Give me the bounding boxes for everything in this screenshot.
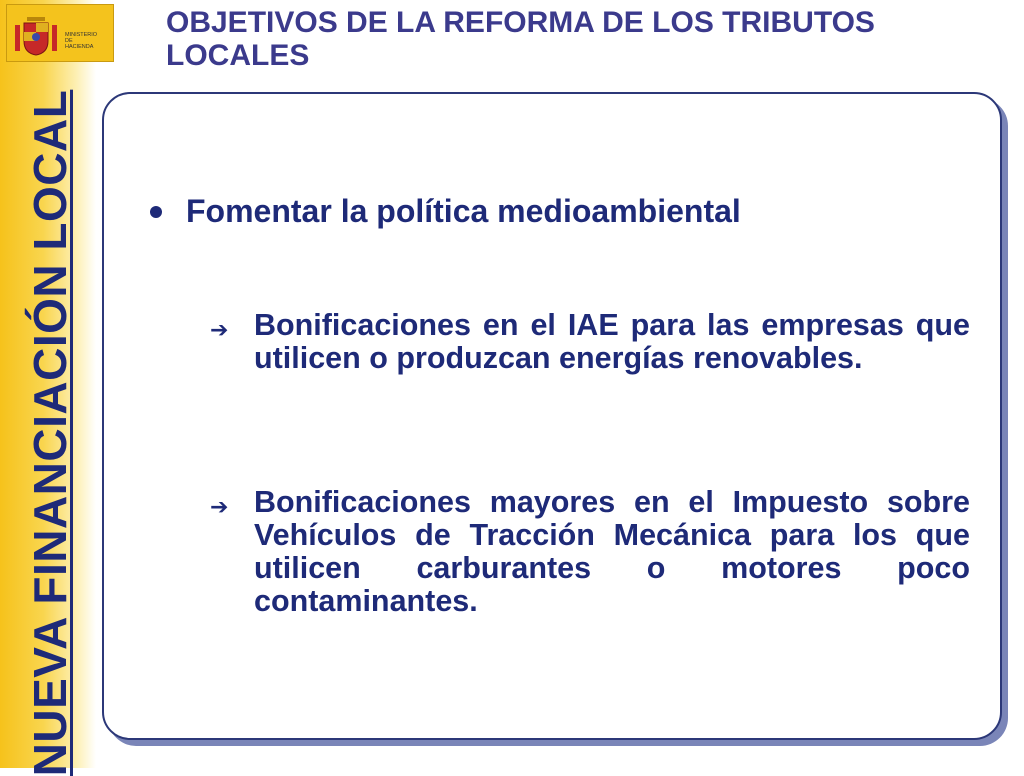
logo-caption: MINISTERIO DE HACIENDA: [65, 32, 98, 50]
right-arrow-icon: ➔: [210, 317, 229, 342]
sub-bullet-2: [210, 486, 970, 618]
side-title: NUEVA FINANCIACIÓN LOCAL: [24, 89, 76, 776]
ministry-logo: [6, 4, 114, 62]
right-arrow-icon: ➔: [210, 494, 229, 519]
sub-bullet-text: Bonificaciones en el IAE para las empresas que utilicen o produzcan energías renovables.: [254, 308, 970, 375]
page-title: OBJETIVOS DE LA REFORMA DE LOS TRIBUTOS LOCALES: [166, 6, 875, 72]
bullet-dot-icon: [150, 206, 162, 218]
coat-of-arms-icon: [13, 11, 59, 57]
sub-bullet-1: [210, 309, 970, 375]
sub-bullet-text: Bonificaciones mayores en el Impuesto sobre Vehículos de Tracción Mecánica para los que utilicen carburantes o motores poco contaminantes.: [254, 485, 970, 618]
content-panel: [102, 92, 1002, 740]
main-bullet: [150, 193, 970, 230]
main-bullet-text: Fomentar la política medioambiental: [186, 193, 741, 229]
